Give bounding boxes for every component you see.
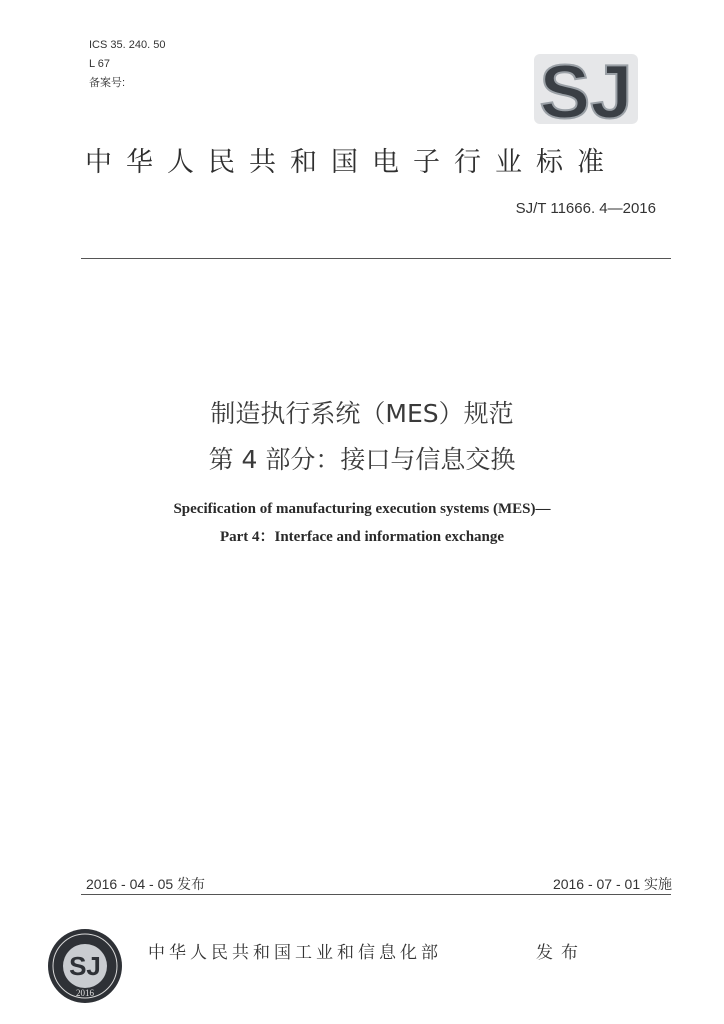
seal-year: 2016 [76, 988, 94, 998]
ics-code: ICS 35. 240. 50 [89, 39, 166, 51]
sj-logo [530, 48, 642, 130]
publish-label: 发布 [536, 943, 586, 963]
classification-code: L 67 [89, 58, 111, 70]
title-cn-line1: 制造执行系统（MES）规范 [210, 399, 514, 428]
ministry-seal-icon [47, 928, 123, 1004]
top-divider [81, 258, 671, 259]
issue-date: 2016 - 04 - 05 发布 [86, 876, 206, 892]
record-number-label: 备案号: [89, 77, 126, 89]
implementation-date: 2016 - 07 - 01 实施 [552, 876, 672, 892]
publisher-name: 中华人民共和国工业和信息化部 [148, 943, 442, 963]
sj-logo-text: SJ [539, 50, 633, 130]
title-cn-line2: 第 4 部分：接口与信息交换 [208, 445, 516, 474]
seal-text: SJ [69, 951, 101, 981]
bottom-divider [81, 894, 671, 895]
title-en-line1: Specification of manufacturing execution systems (MES)— [173, 501, 551, 517]
standard-category: 中华人民共和国电子行业标准 [85, 147, 618, 178]
standard-number: SJ/T 11666. 4—2016 [515, 200, 656, 217]
header-meta [89, 36, 165, 93]
title-en-line2: Part 4：Interface and information exchange [219, 529, 505, 545]
